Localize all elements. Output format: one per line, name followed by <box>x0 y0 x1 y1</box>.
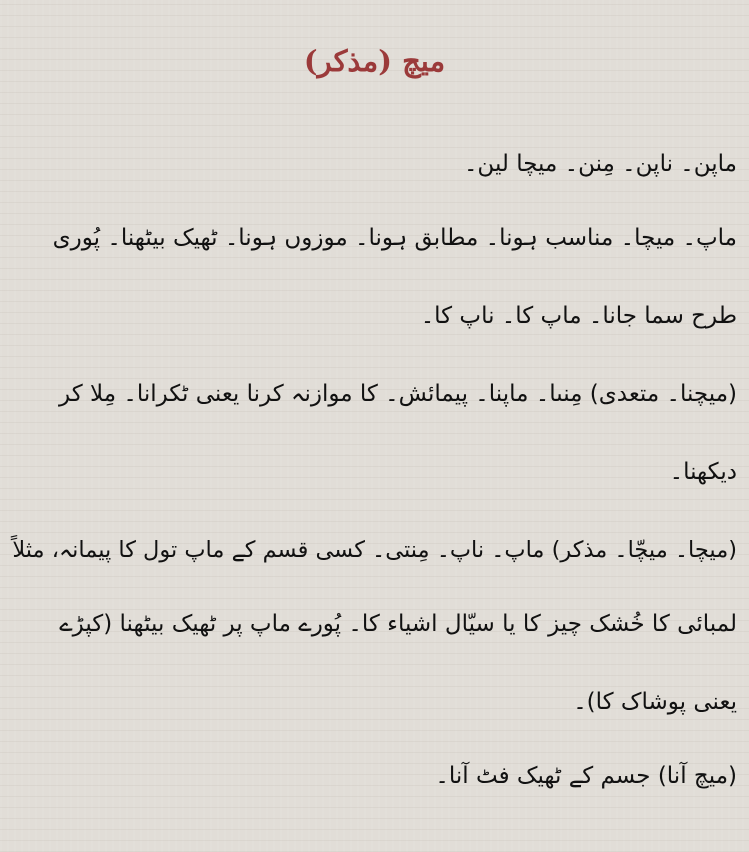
text-line-2: ماپ۔ میچا۔ مناسب ہونا۔ مطابق ہونا۔ موزوں ہونا۔ ٹھیک بیٹھنا۔ پُوری <box>52 225 737 251</box>
text-line-4: (میچنا۔ متعدی) مِنںا۔ ماپنا۔ پیمائش۔ کا موازنہ کرنا یعنی ٹکرانا۔ مِلا کر <box>59 381 737 407</box>
text-line-9: (میچ آنا) جسم کے ٹھیک فٹ آنا۔ <box>435 763 737 789</box>
text-line-1: ماپن۔ ناپن۔ مِنن۔ میچا لین۔ <box>463 151 737 177</box>
page-title: میچ (مذکر) <box>303 44 446 78</box>
text-line-6: (میچا۔ میچّا۔ مذکر) ماپ۔ ناپ۔ مِنتی۔ کسی قسم کے ماپ تول کا پیمانہ، مثلاً <box>12 537 737 563</box>
text-line-3: طرح سما جانا۔ ماپ کا۔ ناپ کا۔ <box>420 303 737 329</box>
text-line-8: یعنی پوشاک کا)۔ <box>573 689 737 715</box>
text-line-7: لمبائی کا خُشک چیز کا یا سیّال اشیاء کا۔ پُورے ماپ پر ٹھیک بیٹھنا (کپڑے <box>59 611 737 637</box>
text-line-5: دیکھنا۔ <box>669 459 737 485</box>
